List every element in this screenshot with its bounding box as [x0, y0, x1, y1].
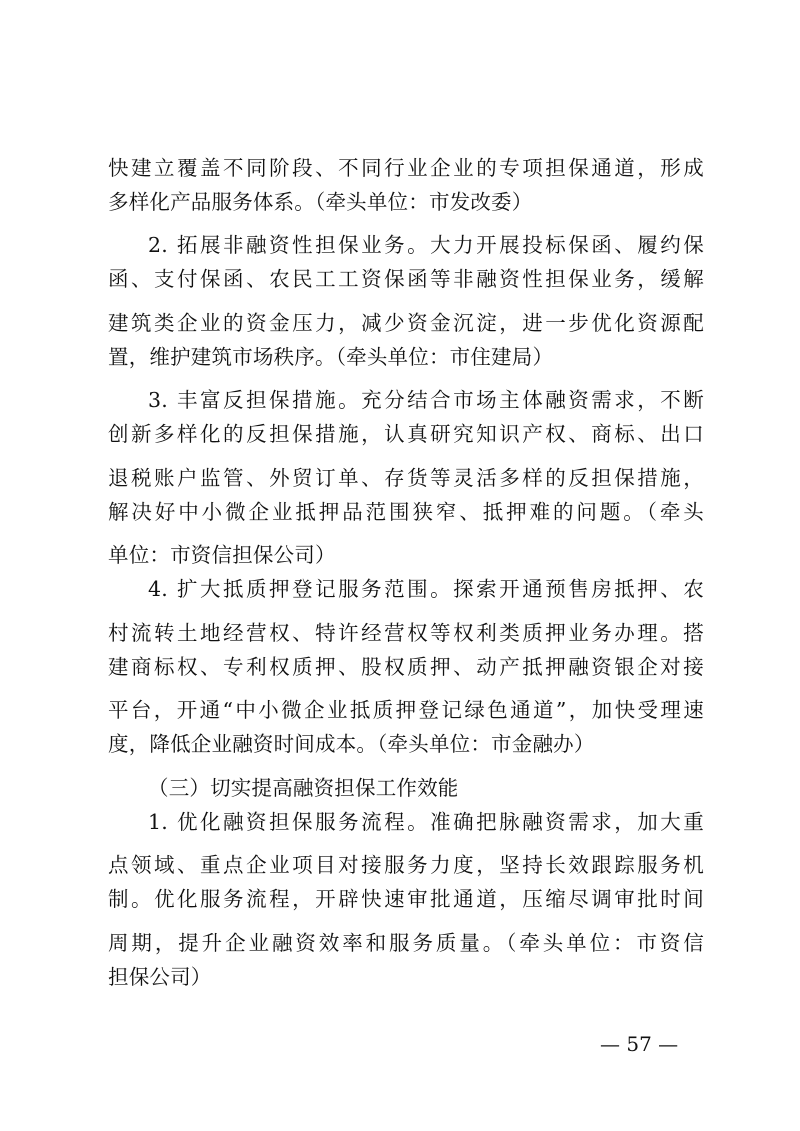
text-line: 解决好中小微企业抵押品范围狭窄、抵押难的问题。（牵头	[108, 500, 704, 524]
text-line: 平台，开通“中小微企业抵质押登记绿色通道”，加快受理速	[108, 698, 704, 722]
text-line: 周期，提升企业融资效率和服务质量。（牵头单位：市资信	[108, 931, 704, 955]
paragraph-heading-2: 2. 拓展非融资性担保业务。大力开展投标保函、履约保	[148, 233, 704, 257]
text-line: 村流转土地经营权、特许经营权等权利类质押业务办理。搭	[108, 621, 704, 645]
paragraph-heading-3: 3. 丰富反担保措施。充分结合市场主体融资需求，不断	[148, 388, 704, 412]
text-line: 点领域、重点企业项目对接服务力度，坚持长效跟踪服务机	[108, 853, 704, 877]
text-line: 多样化产品服务体系。（牵头单位：市发改委）	[108, 190, 533, 214]
text-line: 置，维护建筑市场秩序。（牵头单位：市住建局）	[108, 345, 554, 369]
text-line: 创新多样化的反担保措施，认真研究知识产权、商标、出口	[108, 422, 704, 446]
text-line: 快建立覆盖不同阶段、不同行业企业的专项担保通道，形成	[108, 156, 704, 180]
text-line: 建筑类企业的资金压力，减少资金沉淀，进一步优化资源配	[108, 311, 704, 335]
text-line: 退税账户监管、外贸订单、存货等灵活多样的反担保措施，	[108, 466, 704, 490]
page-number: — 57 —	[600, 1032, 679, 1056]
section-heading: （三）切实提高融资担保工作效能	[148, 776, 459, 800]
text-line: 制。优化服务流程，开辟快速审批通道，压缩尽调审批时间	[108, 887, 704, 911]
text-line: 度，降低企业融资时间成本。（牵头单位：市金融办）	[108, 732, 595, 756]
paragraph-heading-4: 4. 扩大抵质押登记服务范围。探索开通预售房抵押、农	[148, 577, 704, 601]
text-line: 建商标权、专利权质押、股权质押、动产抵押融资银企对接	[108, 655, 704, 679]
text-line: 担保公司）	[108, 965, 212, 989]
text-line: 单位：市资信担保公司）	[108, 543, 336, 567]
text-line: 函、支付保函、农民工工资保函等非融资性担保业务，缓解	[108, 267, 704, 291]
paragraph-heading-1: 1. 优化融资担保服务流程。准确把脉融资需求，加大重	[148, 810, 704, 834]
